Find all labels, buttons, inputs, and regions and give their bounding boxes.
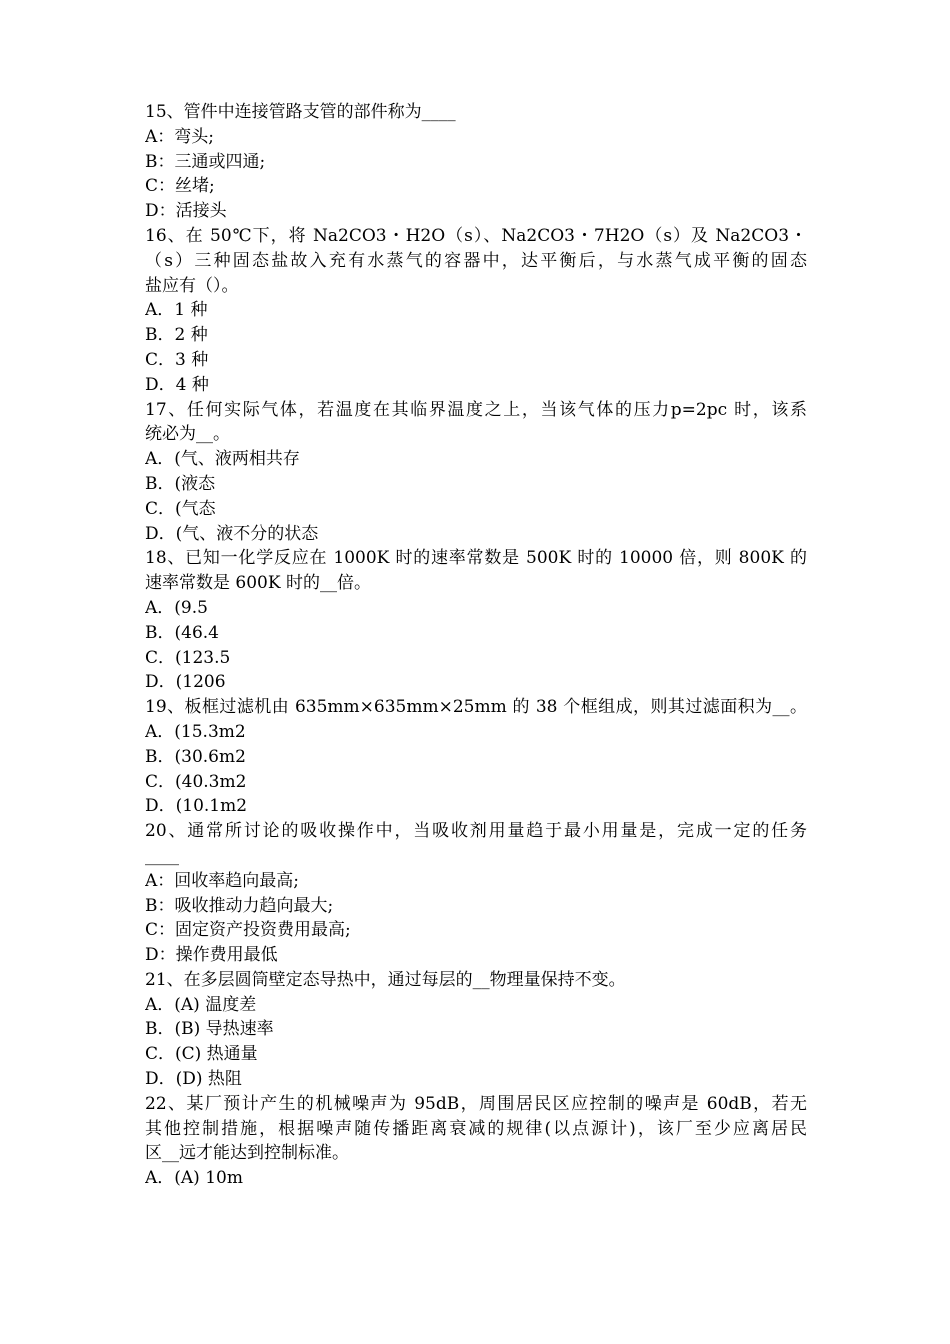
text-line: B．(B) 导热速率 <box>145 1019 274 1040</box>
text-line: D．(10.1m2 <box>145 796 248 817</box>
text-line: B：三通或四通; <box>145 151 266 172</box>
text-line: （s）三种固态盐故入充有水蒸气的容器中，达平衡后，与水蒸气成平衡的固态 <box>145 250 807 271</box>
text-line: D．(1206 <box>145 672 226 693</box>
text-line: A．(9.5 <box>145 597 208 618</box>
text-line: 16、在 50℃下，将 Na2CO3・H2O（s）、Na2CO3・7H2O（s）及 Na2CO3・ <box>145 225 807 246</box>
text-line: A：回收率趋向最高; <box>145 870 300 891</box>
text-line: C．(气态 <box>145 498 216 519</box>
text-line: 17、任何实际气体，若温度在其临界温度之上，当该气体的压力p=2pc 时，该系 <box>145 399 807 420</box>
text-line: 区__远才能达到控制标准。 <box>145 1143 349 1164</box>
text-line: D．(D) 热阻 <box>145 1069 242 1090</box>
text-line: 统必为__。 <box>145 424 230 445</box>
text-line: C．(40.3m2 <box>145 771 247 792</box>
text-line: B：吸收推动力趋向最大; <box>145 895 334 916</box>
text-line: D：活接头 <box>145 201 227 222</box>
text-line: A．(气、液两相共存 <box>145 449 300 470</box>
text-line: C．3 种 <box>145 349 209 370</box>
text-line: 15、管件中连接管路支管的部件称为____ <box>145 102 456 122</box>
text-line: A．(A) 温度差 <box>145 994 257 1015</box>
text-line: D：操作费用最低 <box>145 945 278 966</box>
text-line: C．(C) 热通量 <box>145 1044 258 1065</box>
text-line: C：固定资产投资费用最高; <box>145 920 351 941</box>
document-page <box>145 100 807 1191</box>
text-line: 20、通常所讨论的吸收操作中，当吸收剂用量趋于最小用量是，完成一定的任务 <box>145 821 807 842</box>
text-line: C．(123.5 <box>145 647 231 668</box>
text-line: B．2 种 <box>145 325 208 346</box>
text-line: ____ <box>145 845 179 866</box>
text-line: 21、在多层圆筒壁定态导热中，通过每层的__物理量保持不变。 <box>145 969 626 990</box>
text-line: 速率常数是 600K 时的__倍。 <box>145 573 371 594</box>
text-line: B．(46.4 <box>145 622 219 643</box>
text-line: 18、已知一化学反应在 1000K 时的速率常数是 500K 时的 10000 倍，则 800K 的 <box>145 548 807 569</box>
text-line: D．(气、液不分的状态 <box>145 523 319 544</box>
text-line: 其他控制措施，根据噪声随传播距离衰减的规律(以点源计)，该厂至少应离居民 <box>145 1118 807 1139</box>
text-line: B．(液态 <box>145 473 216 494</box>
text-line: A．(A) 10m <box>145 1168 243 1189</box>
text-line: A：弯头; <box>145 126 215 147</box>
text-line: 盐应有（）。 <box>145 275 239 296</box>
text-line: B．(30.6m2 <box>145 746 246 767</box>
text-line: 19、板框过滤机由 635mm×635mm×25mm 的 38 个框组成，则其过滤面积为__。 <box>145 697 807 718</box>
text-line: 22、某厂预计产生的机械噪声为 95dB，周围居民区应控制的噪声是 60dB，若无 <box>145 1093 807 1114</box>
text-line: D．4 种 <box>145 374 209 395</box>
text-line: A．1 种 <box>145 300 208 321</box>
text-line: A．(15.3m2 <box>145 721 246 742</box>
text-line: C：丝堵; <box>145 176 215 197</box>
